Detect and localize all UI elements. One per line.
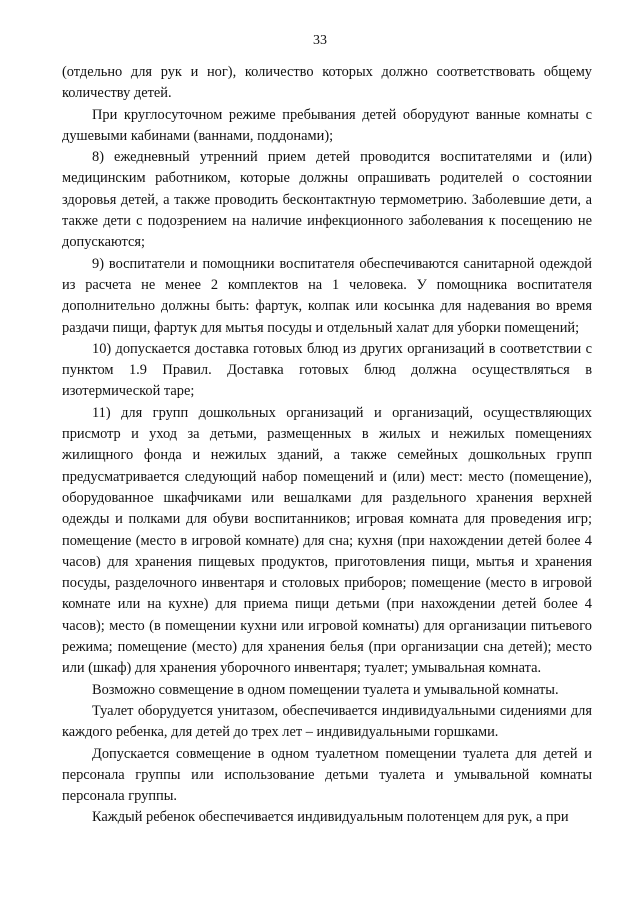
document-body	[62, 62, 592, 829]
paragraph-towel: Каждый ребенок обеспечивается индивидуальным полотенцем для рук, а при	[92, 809, 569, 826]
paragraph-bathrooms: При круглосуточном режиме пребывания детей оборудуют ванные комнаты с душевыми кабинами (ваннами, поддонами);	[62, 106, 592, 144]
paragraph-toilet-equipment: Туалет оборудуется унитазом, обеспечивается индивидуальными сидениями для каждого ребенка, для детей до трех лет – индивидуальными горшками.	[62, 702, 592, 741]
paragraph-item-8: 8) ежедневный утренний прием детей проводится воспитателями и (или) медицинским работником, которые должны опрашивать родителей о состоянии здоровья детей, а также проводить бесконтактную термометрию. Заболевшие дети, а также дети с подозрением на наличие инфекционного заболевания к посещению не допускаются;	[62, 149, 592, 251]
paragraph-combined-room: Возможно совмещение в одном помещении туалета и умывальной комнаты.	[92, 681, 559, 698]
page-number: 33	[313, 33, 327, 48]
paragraph-continuation: (отдельно для рук и ног), количество которых должно соответствовать общему количеству детей.	[62, 64, 592, 102]
paragraph-item-10: 10) допускается доставка готовых блюд из других организаций в соответствии с пунктом 1.9 Правил. Доставка готовых блюд должна осуществляться в изотермической таре;	[62, 340, 592, 400]
paragraph-item-11: 11) для групп дошкольных организаций и организаций, осуществляющих присмотр и уход за детьми, размещенных в жилых и нежилых помещениях жилищного фонда и нежилых зданий, а также семейных дошкольных групп предусматривается следующий набор помещений и (или) мест: место (помещение), оборудованное шкафчиками или вешалками для раздельного хранения верхней одежды и полками для обуви воспитанников; игровая комната для проведения игр; помещение (место в игровой комнате) для сна; кухня (при нахождении детей более 4 часов) для хранения пищевых продуктов, приготовления пищи, мытья и хранения посуды, разделочного инвентаря и столовых приборов; помещение (место в игровой комнате или на кухне) для приема пищи детьми (при нахождении детей более 4 часов); место (в помещении кухни или игровой комнаты) для организации питьевого режима; помещение (место) для хранения белья (при организации сна детей); место или (шкаф) для хранения уборочного инвентаря; туалет; умывальная комната.	[62, 404, 592, 677]
paragraph-shared-toilet: Допускается совмещение в одном туалетном помещении туалета для детей и персонала группы или использование детьми туалета и умывальной комнаты персонала группы.	[62, 745, 592, 805]
paragraph-item-9: 9) воспитатели и помощники воспитателя обеспечиваются санитарной одеждой из расчета не менее 2 комплектов на 1 человека. У помощника воспитателя дополнительно должны быть: фартук, колпак или косынка для надевания во время раздачи пищи, фартук для мытья посуды и отдельный халат для уборки помещений;	[62, 255, 592, 336]
